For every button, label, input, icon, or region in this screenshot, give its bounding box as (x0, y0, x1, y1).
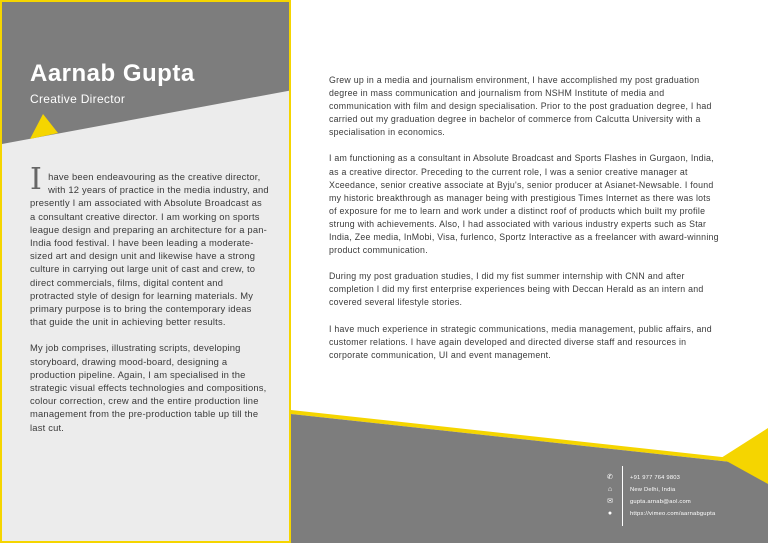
contact-website[interactable]: https://vimeo.com/aarnabgupta (630, 511, 716, 517)
phone-icon: ✆ (607, 474, 613, 481)
contact-divider (622, 466, 623, 526)
bio-paragraph-1-text: have been endeavouring as the creative director, with 12 years of practice in the media industry, and presently I am associated with Absolute Broadcast as a consultant creative director. I am working on sports league design and preparing an architecture for a pan-India food festival. I have been leading a moderate-sized art and design unit and likewise have a strong culture in carrying out large unit of cast and crew, to direct commercials, films, digital content and protracted style of design for learning materials. My primary purpose is to bring the contemporary ideas that guide the unit in achieving better results. (30, 171, 269, 328)
location-icon: ⌂ (607, 486, 613, 493)
contact-list (630, 472, 715, 520)
dropcap-letter: I (30, 162, 43, 197)
profile-name: Aarnab Gupta (30, 60, 195, 87)
bio-paragraph-2: My job comprises, illustrating scripts, developing storyboard, drawing mood-board, designing a production pipeline. Again, I am specialised in the strategic visual effects technologies and compositions, colour correction, crew and the entire production line management from the pre-production table up till the last cut. (30, 342, 267, 433)
bio-summary (30, 162, 270, 447)
bio-detail-paragraph: I am functioning as a consultant in Absolute Broadcast and Sports Flashes in Gurgaon, India, as a creative director. Preceding to the current role, I was a senior creative manager at Xceedance, senior creative associate at Byju's, senior producer at Asianet-Newsable. I found my historic breakthrough as manager being with prestigious Times Internet as there was lots of exposure for me to learn and work under a distinct roof of products which built my profile strung with achievements. Also, I had associated with various industry experts such as Star India, Zee media, InMobi, Visa, furlenco, Sportz Interactive as a freelancer with award-winning product communication. (329, 153, 719, 256)
bio-paragraph-1 (30, 162, 270, 328)
bio-detail-paragraph: During my post graduation studies, I did my fist summer internship with CNN and after completion I did my first enterprise experiences being with Deccan Herald as an intern and covered several lifestyle stories. (329, 271, 704, 308)
globe-icon: ● (607, 510, 613, 517)
profile-role: Creative Director (30, 92, 126, 106)
contact-phone[interactable]: +91 977 764 9803 (630, 475, 681, 481)
email-icon: ✉ (607, 498, 613, 505)
bio-detail-paragraph: I have much experience in strategic communications, media management, public affairs, and customer relations. I have again developed and directed diverse staff and resources in corporate communication, UI and event management. (329, 323, 712, 360)
contact-location: New Delhi, India (630, 487, 676, 493)
bio-details (329, 74, 721, 375)
contact-icons (604, 472, 616, 520)
footer-background (291, 398, 768, 543)
bio-detail-paragraph: Grew up in a media and journalism environment, I have accomplished my post graduation degree in mass communication and journalism from NSHM Institute of media and communication with film and design specialisation. Prior to the post graduation degree, I had carried out my graduation degree in bachelor of commerce from Calcutta University with a specialisation in economics. (329, 75, 712, 138)
contact-email[interactable]: gupta.arnab@aol.com (630, 499, 691, 505)
profile-panel (0, 0, 291, 543)
